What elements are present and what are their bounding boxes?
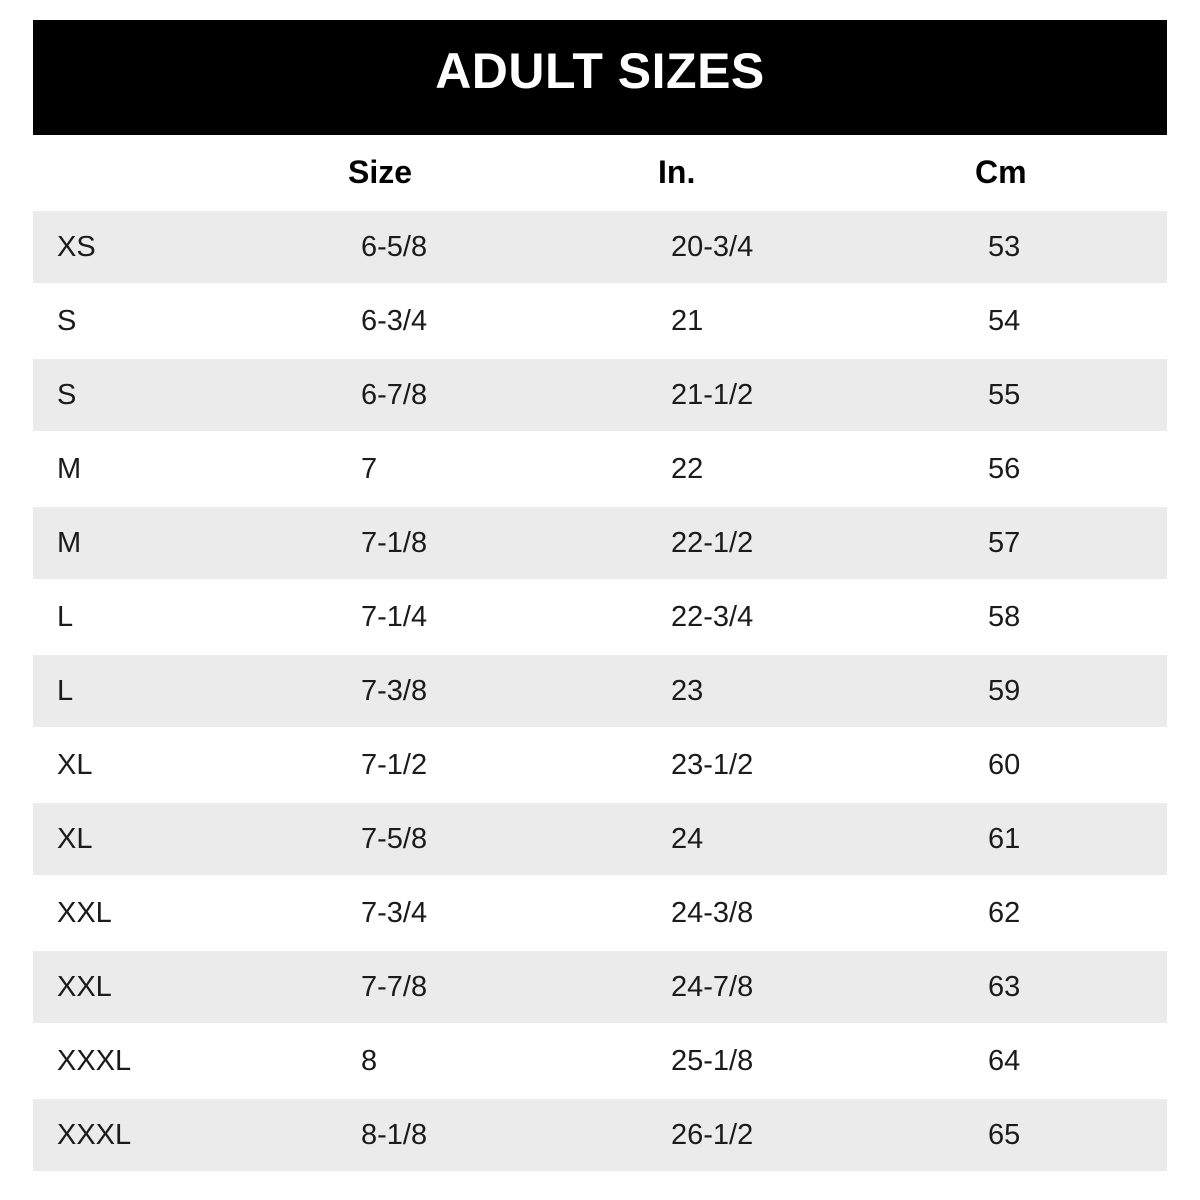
column-header-in: In. [658,154,696,190]
size-label-cell: XL [57,822,93,855]
column-header-cm: Cm [975,154,1027,190]
size-label-cell: XXL [57,896,112,929]
cm-cell: 60 [988,748,1021,781]
cm-cell: 61 [988,822,1021,855]
size-label-cell: XXL [57,970,112,1003]
size-label-cell: M [57,452,82,485]
size-table [33,135,1167,1172]
inches-cell: 23-1/2 [671,748,754,781]
table-row [33,1024,1167,1098]
size-label-cell: S [57,304,77,337]
cm-cell: 53 [988,230,1021,263]
table-row [33,950,1167,1024]
hat-size-cell: 7-1/8 [361,526,428,559]
size-label-cell: L [57,674,74,707]
size-label-cell: XXXL [57,1118,132,1151]
inches-cell: 22 [671,452,704,485]
inches-cell: 24-3/8 [671,896,754,929]
table-row [33,358,1167,432]
hat-size-cell: 6-5/8 [361,230,428,263]
table-row [33,654,1167,728]
inches-cell: 24 [671,822,704,855]
cm-cell: 56 [988,452,1021,485]
inches-cell: 24-7/8 [671,970,754,1003]
table-row [33,432,1167,506]
inches-cell: 26-1/2 [671,1118,754,1151]
hat-size-cell: 7-1/2 [361,748,428,781]
inches-cell: 21 [671,304,704,337]
inches-cell: 23 [671,674,704,707]
hat-size-cell: 7-3/4 [361,896,428,929]
size-label-cell: XL [57,748,93,781]
table-row [33,506,1167,580]
size-label-cell: XXXL [57,1044,132,1077]
hat-size-cell: 6-3/4 [361,304,428,337]
inches-cell: 22-3/4 [671,600,754,633]
cm-cell: 64 [988,1044,1021,1077]
hat-size-cell: 6-7/8 [361,378,428,411]
cm-cell: 54 [988,304,1021,337]
hat-size-cell: 7-1/4 [361,600,428,633]
cm-cell: 65 [988,1118,1021,1151]
size-label-cell: M [57,526,82,559]
title-bar [33,20,1167,135]
hat-size-cell: 8 [361,1044,378,1077]
size-label-cell: L [57,600,74,633]
cm-cell: 55 [988,378,1021,411]
hat-size-cell: 7 [361,452,378,485]
cm-cell: 62 [988,896,1021,929]
table-row [33,284,1167,358]
cm-cell: 63 [988,970,1021,1003]
table-row [33,1098,1167,1172]
hat-size-cell: 7-5/8 [361,822,428,855]
hat-size-cell: 8-1/8 [361,1118,428,1151]
cm-cell: 58 [988,600,1021,633]
table-row [33,802,1167,876]
hat-size-cell: 7-7/8 [361,970,428,1003]
column-header-size: Size [348,154,413,190]
inches-cell: 25-1/8 [671,1044,754,1077]
size-label-cell: S [57,378,77,411]
page-title: ADULT SIZES [435,42,765,99]
inches-cell: 22-1/2 [671,526,754,559]
table-row [33,728,1167,802]
cm-cell: 59 [988,674,1021,707]
table-body [33,210,1167,1172]
table-row [33,210,1167,284]
hat-size-cell: 7-3/8 [361,674,428,707]
inches-cell: 20-3/4 [671,230,754,263]
inches-cell: 21-1/2 [671,378,754,411]
table-row [33,876,1167,950]
size-label-cell: XS [57,230,96,263]
column-header-row [33,135,1167,210]
cm-cell: 57 [988,526,1021,559]
table-row [33,580,1167,654]
